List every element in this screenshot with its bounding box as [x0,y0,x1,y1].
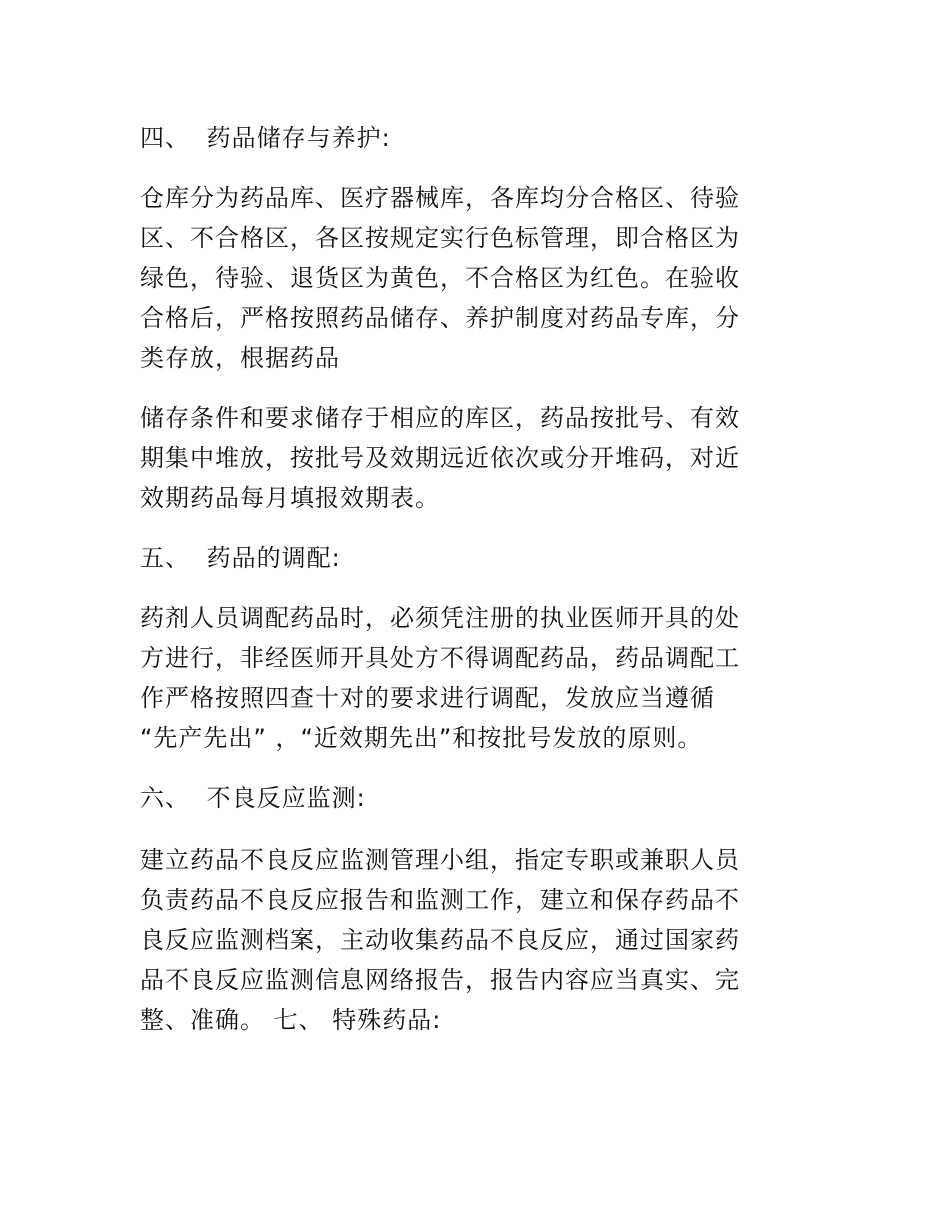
section-4-para1-line5: 类存放，根据药品 [140,344,340,372]
section-4-para1-line1: 仓库分为药品库、医疗器械库，各库均分合格区、待验 [140,184,740,212]
section-6-number: 六、 [140,784,190,812]
section-6-title: 不良反应监测: [206,784,366,812]
section-4-para2-line2: 期集中堆放，按批号及效期远近依次或分开堆码，对近 [140,444,740,472]
section-4-para1-line4: 合格后，严格按照药品储存、养护制度对药品专库，分 [140,304,740,332]
section-4-para1-line3: 绿色，待验、退货区为黄色，不合格区为红色。在验收 [140,264,740,292]
section-6-para-line2: 负责药品不良反应报告和监测工作，建立和保存药品不 [140,886,740,914]
section-4-title: 药品储存与养护: [206,124,391,152]
section-6-para-line3: 良反应监测档案，主动收集药品不良反应，通过国家药 [140,926,740,954]
section-5-number: 五、 [140,544,190,572]
section-5-para-line3: 作严格按照四查十对的要求进行调配，发放应当遵循 [140,684,715,712]
section-5-heading [140,538,800,578]
section-5-para-line2: 方进行，非经医师开具处方不得调配药品，药品调配工 [140,644,740,672]
section-6-heading [140,778,800,818]
section-4-para2-line1: 储存条件和要求储存于相应的库区，药品按批号、有效 [140,404,740,432]
section-4-heading [140,118,800,158]
section-6-para-line4: 品不良反应监测信息网络报告，报告内容应当真实、完 [140,966,740,994]
section-6-para-line1: 建立药品不良反应监测管理小组，指定专职或兼职人员 [140,846,740,874]
section-5-title: 药品的调配: [206,544,341,572]
section-4-para2-line3: 效期药品每月填报效期表。 [140,484,440,512]
section-4-para1-line2: 区、不合格区，各区按规定实行色标管理，即合格区为 [140,224,740,252]
section-5-para-line4: “先产先出” ，“近效期先出”和按批号发放的原则。 [140,724,703,752]
section-5-para-line1: 药剂人员调配药品时，必须凭注册的执业医师开具的处 [140,604,740,632]
section-4-number: 四、 [140,124,190,152]
section-6-para-line5: 整、准确。 七、 特殊药品: [140,1006,442,1034]
